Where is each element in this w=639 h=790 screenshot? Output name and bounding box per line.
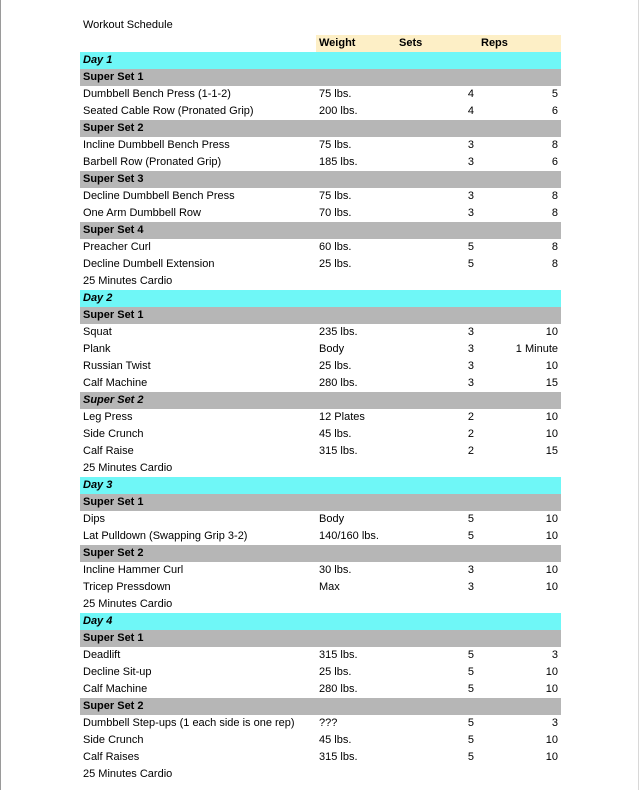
- exercise-weight: 70 lbs.: [319, 207, 352, 219]
- exercise-sets: 3: [467, 207, 474, 219]
- exercise-reps: 3: [551, 717, 558, 729]
- exercise-sets: 4: [467, 105, 474, 117]
- exercise-row: [80, 715, 561, 732]
- exercise-reps: 6: [551, 105, 558, 117]
- column-header-row: [80, 35, 561, 52]
- day-label: Day 4: [83, 615, 113, 627]
- exercise-weight: 235 lbs.: [319, 326, 358, 338]
- exercise-weight: 75 lbs.: [319, 88, 352, 100]
- exercise-row: [80, 205, 561, 222]
- exercise-name: Dips: [83, 513, 106, 525]
- cardio-note: 25 Minutes Cardio: [83, 598, 173, 610]
- exercise-name: Incline Dumbbell Bench Press: [83, 139, 230, 151]
- exercise-sets: 2: [467, 445, 474, 457]
- exercise-row: [80, 664, 561, 681]
- day-label: Day 2: [83, 292, 113, 304]
- exercise-weight: 140/160 lbs.: [319, 530, 379, 542]
- exercise-name: Barbell Row (Pronated Grip): [83, 156, 222, 168]
- exercise-row: [80, 647, 561, 664]
- exercise-weight: 45 lbs.: [319, 734, 352, 746]
- exercise-reps: 15: [545, 445, 558, 457]
- schedule-rows: [80, 52, 561, 783]
- exercise-sets: 3: [467, 581, 474, 593]
- day-label: Day 3: [83, 479, 113, 491]
- exercise-name: Dumbbell Step-ups (1 each side is one rep): [83, 717, 295, 729]
- exercise-row: [80, 426, 561, 443]
- exercise-row: [80, 103, 561, 120]
- exercise-row: [80, 562, 561, 579]
- exercise-weight: 25 lbs.: [319, 666, 352, 678]
- superset-header-row: [80, 222, 561, 239]
- day-label: Day 1: [83, 54, 113, 66]
- exercise-weight: 315 lbs.: [319, 751, 358, 763]
- superset-header-row: [80, 698, 561, 715]
- exercise-sets: 3: [467, 190, 474, 202]
- exercise-reps: 10: [545, 428, 558, 440]
- exercise-name: Side Crunch: [83, 734, 144, 746]
- superset-label: Super Set 1: [83, 309, 144, 321]
- exercise-weight: 45 lbs.: [319, 428, 352, 440]
- exercise-sets: 3: [467, 360, 474, 372]
- exercise-name: Decline Sit-up: [83, 666, 152, 678]
- superset-header-row: [80, 120, 561, 137]
- superset-label: Super Set 3: [83, 173, 144, 185]
- day-header-row: [80, 613, 561, 630]
- workout-sheet: [80, 16, 561, 783]
- exercise-name: Calf Machine: [83, 377, 148, 389]
- cardio-note-row: [80, 596, 561, 613]
- exercise-reps: 10: [545, 530, 558, 542]
- exercise-row: [80, 749, 561, 766]
- exercise-reps: 6: [551, 156, 558, 168]
- exercise-weight: 185 lbs.: [319, 156, 358, 168]
- exercise-sets: 4: [467, 88, 474, 100]
- cardio-note-row: [80, 273, 561, 290]
- exercise-row: [80, 154, 561, 171]
- exercise-name: Seated Cable Row (Pronated Grip): [83, 105, 254, 117]
- day-header-row: [80, 477, 561, 494]
- superset-label: Super Set 1: [83, 71, 144, 83]
- exercise-name: Decline Dumbell Extension: [83, 258, 215, 270]
- exercise-reps: 15: [545, 377, 558, 389]
- exercise-name: Leg Press: [83, 411, 133, 423]
- exercise-row: [80, 579, 561, 596]
- superset-header-row: [80, 545, 561, 562]
- exercise-sets: 2: [467, 411, 474, 423]
- superset-label: Super Set 1: [83, 496, 144, 508]
- exercise-reps: 10: [545, 326, 558, 338]
- exercise-weight: 25 lbs.: [319, 360, 352, 372]
- exercise-name: Calf Raises: [83, 751, 140, 763]
- exercise-weight: 60 lbs.: [319, 241, 352, 253]
- exercise-reps: 8: [551, 241, 558, 253]
- exercise-weight: Body: [319, 513, 345, 525]
- exercise-row: [80, 443, 561, 460]
- cardio-note-row: [80, 460, 561, 477]
- exercise-sets: 5: [467, 530, 474, 542]
- superset-label: Super Set 2: [83, 122, 144, 134]
- exercise-name: Calf Machine: [83, 683, 148, 695]
- header-blank-cell: [80, 35, 316, 52]
- superset-header-row: [80, 630, 561, 647]
- exercise-sets: 2: [467, 428, 474, 440]
- exercise-reps: 8: [551, 190, 558, 202]
- exercise-row: [80, 341, 561, 358]
- exercise-row: [80, 681, 561, 698]
- exercise-weight: 280 lbs.: [319, 683, 358, 695]
- exercise-row: [80, 324, 561, 341]
- exercise-weight: 75 lbs.: [319, 190, 352, 202]
- exercise-row: [80, 375, 561, 392]
- exercise-weight: Max: [319, 581, 340, 593]
- exercise-sets: 5: [467, 513, 474, 525]
- exercise-row: [80, 511, 561, 528]
- exercise-reps: 3: [551, 649, 558, 661]
- exercise-reps: 10: [545, 581, 558, 593]
- exercise-name: Russian Twist: [83, 360, 151, 372]
- exercise-weight: 25 lbs.: [319, 258, 352, 270]
- cardio-note: 25 Minutes Cardio: [83, 275, 173, 287]
- exercise-weight: 12 Plates: [319, 411, 365, 423]
- exercise-weight: ???: [319, 717, 338, 729]
- exercise-reps: 8: [551, 207, 558, 219]
- cardio-note: 25 Minutes Cardio: [83, 768, 173, 780]
- exercise-reps: 10: [545, 666, 558, 678]
- exercise-name: Calf Raise: [83, 445, 134, 457]
- exercise-reps: 5: [551, 88, 558, 100]
- exercise-row: [80, 188, 561, 205]
- exercise-weight: 200 lbs.: [319, 105, 358, 117]
- superset-label: Super Set 2: [83, 547, 144, 559]
- exercise-weight: 315 lbs.: [319, 445, 358, 457]
- exercise-name: Preacher Curl: [83, 241, 151, 253]
- exercise-row: [80, 358, 561, 375]
- cardio-note: 25 Minutes Cardio: [83, 462, 173, 474]
- superset-label: Super Set 4: [83, 224, 144, 236]
- exercise-row: [80, 256, 561, 273]
- exercise-reps: 10: [545, 751, 558, 763]
- superset-header-row: [80, 307, 561, 324]
- exercise-reps: 10: [545, 564, 558, 576]
- exercise-sets: 3: [467, 156, 474, 168]
- exercise-reps: 10: [545, 360, 558, 372]
- exercise-sets: 5: [467, 717, 474, 729]
- exercise-name: Dumbbell Bench Press (1-1-2): [83, 88, 231, 100]
- exercise-row: [80, 732, 561, 749]
- superset-header-row: [80, 392, 561, 409]
- exercise-sets: 5: [467, 666, 474, 678]
- exercise-weight: 315 lbs.: [319, 649, 358, 661]
- exercise-reps: 10: [545, 734, 558, 746]
- exercise-sets: 3: [467, 139, 474, 151]
- exercise-reps: 8: [551, 258, 558, 270]
- superset-header-row: [80, 69, 561, 86]
- day-header-row: [80, 52, 561, 69]
- sheet-title: Workout Schedule: [83, 19, 173, 31]
- exercise-name: Lat Pulldown (Swapping Grip 3-2): [83, 530, 248, 542]
- superset-label: Super Set 2: [83, 700, 144, 712]
- exercise-sets: 3: [467, 377, 474, 389]
- superset-header-row: [80, 494, 561, 511]
- exercise-name: Squat: [83, 326, 112, 338]
- day-header-row: [80, 290, 561, 307]
- exercise-sets: 5: [467, 258, 474, 270]
- cardio-note-row: [80, 766, 561, 783]
- exercise-sets: 3: [467, 564, 474, 576]
- exercise-weight: Body: [319, 343, 345, 355]
- exercise-sets: 5: [467, 649, 474, 661]
- superset-header-row: [80, 171, 561, 188]
- exercise-name: Tricep Pressdown: [83, 581, 171, 593]
- header-weight: Weight: [316, 35, 399, 52]
- superset-label: Super Set 1: [83, 632, 144, 644]
- exercise-name: Incline Hammer Curl: [83, 564, 184, 576]
- exercise-name: One Arm Dumbbell Row: [83, 207, 201, 219]
- exercise-weight: 30 lbs.: [319, 564, 352, 576]
- exercise-name: Side Crunch: [83, 428, 144, 440]
- page-left-border: [0, 0, 1, 790]
- header-sets: Sets: [399, 35, 476, 52]
- exercise-row: [80, 86, 561, 103]
- exercise-sets: 3: [467, 343, 474, 355]
- exercise-sets: 5: [467, 241, 474, 253]
- exercise-sets: 5: [467, 734, 474, 746]
- exercise-reps: 8: [551, 139, 558, 151]
- exercise-name: Decline Dumbbell Bench Press: [83, 190, 235, 202]
- exercise-sets: 3: [467, 326, 474, 338]
- exercise-row: [80, 528, 561, 545]
- exercise-weight: 75 lbs.: [319, 139, 352, 151]
- exercise-reps: 10: [545, 411, 558, 423]
- exercise-row: [80, 137, 561, 154]
- exercise-reps: 10: [545, 513, 558, 525]
- exercise-weight: 280 lbs.: [319, 377, 358, 389]
- exercise-sets: 5: [467, 751, 474, 763]
- superset-label: Super Set 2: [83, 394, 144, 406]
- exercise-row: [80, 409, 561, 426]
- exercise-reps: 10: [545, 683, 558, 695]
- exercise-row: [80, 239, 561, 256]
- exercise-name: Deadlift: [83, 649, 121, 661]
- exercise-reps: 1 Minute: [515, 343, 558, 355]
- exercise-name: Plank: [83, 343, 111, 355]
- exercise-sets: 5: [467, 683, 474, 695]
- header-reps: Reps: [476, 35, 561, 52]
